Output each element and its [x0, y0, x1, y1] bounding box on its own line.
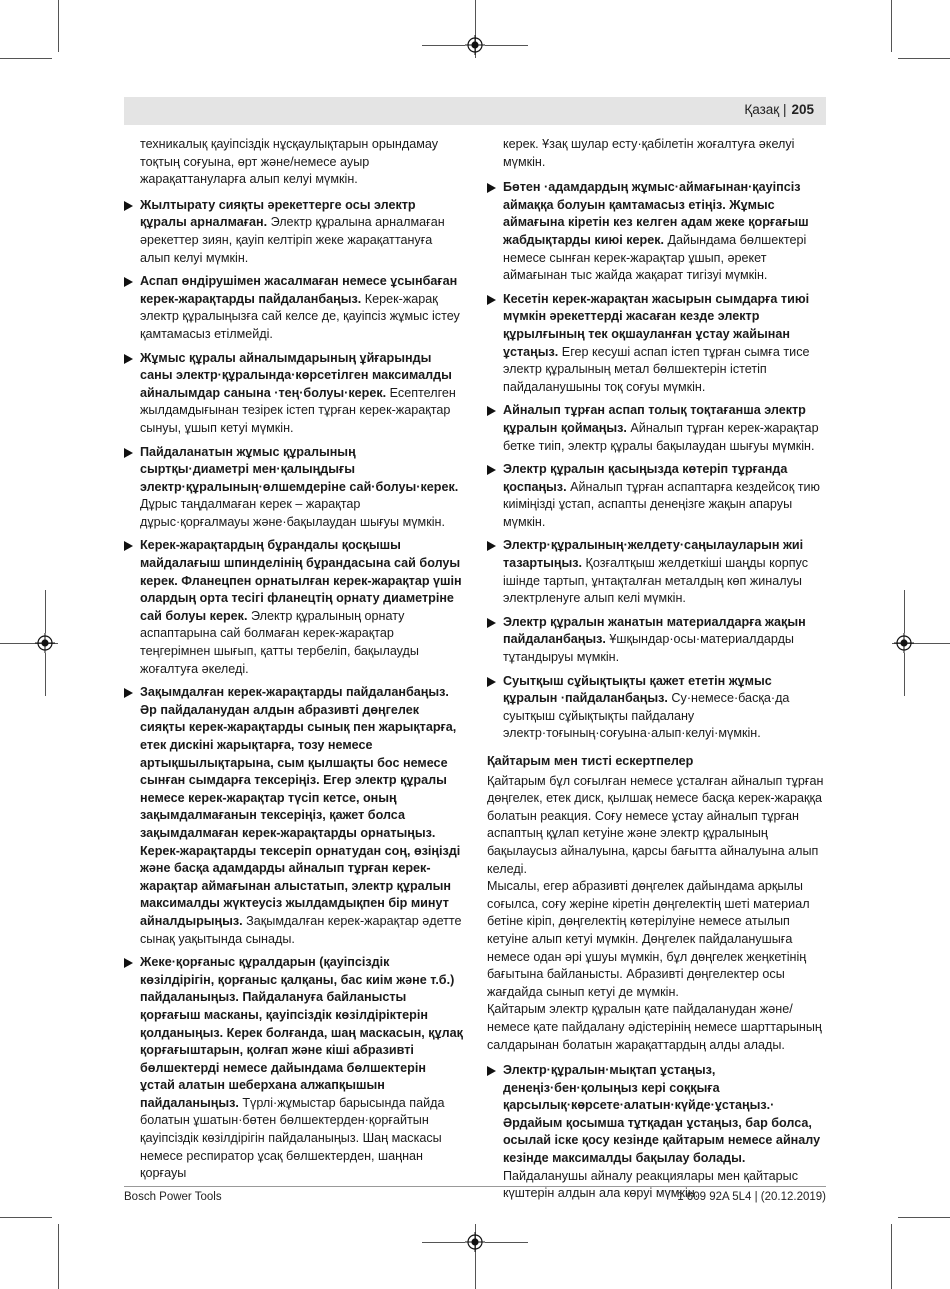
registration-mark-icon: [465, 1232, 485, 1252]
header-section: Қазақ: [744, 102, 780, 117]
safety-item: [124, 537, 464, 678]
safety-item-text: Керек-жарақ электр құралыңызға сай келсе де, қауіпсіз жұмыс істеу қамтамасыз етілмейді.: [140, 291, 460, 341]
safety-item-text: Дұрыс таңдалмаған керек – жарақтар дұрыс·қорғалмауы және·бақылаудан шығуы мүмкін.: [140, 497, 445, 529]
safety-item: [124, 197, 464, 267]
safety-item: [487, 673, 827, 743]
crop-mark-corner-br: [891, 1224, 892, 1289]
safety-item-bold: Суытқыш сұйықтықты қажет ететін жұмыс құралын ·пайдаланбаңыз.: [503, 673, 772, 706]
crop-mark-corner-tl: [58, 0, 59, 52]
safety-item-bold: Жылтырату сияқты әрекеттерге осы электр құралы арналмаған.: [140, 197, 416, 230]
bullet-arrow-icon: [124, 958, 133, 968]
crop-mark-right-lower: [904, 653, 905, 696]
crop-mark-corner-bl: [0, 1217, 52, 1218]
safety-item-text: Айналып тұрған аспаптарға кездейсоқ тию киіміңізді ұстап, аспапты денеңізге жақын апаруы мүмкін.: [503, 479, 820, 529]
body-paragraph: Мысалы, егер абразивті дөңгелек дайындама арқылы соғылса, соғу жеріне кіретін дөңгелектің шеті материал бетіне кіріп, дөңгелектің көтерілуіне немесе атылып кетуіне алып кетуі мүмкін. Дөңгелек пайдаланушыға немесе одан әрі ұшуы мүмкін, бұл дөңгелек жеңкетінің бағытына байланысты. Абразивті дөңгелектер осы жағдайда сынып кетуі де мүмкін.: [487, 879, 810, 999]
crop-mark-left-upper: [45, 590, 46, 633]
safety-item-bold: Жұмыс құралы айналымдарының ұйғарынды саны электр·құралында·көрсетілген максималды айналымдар санына ·тең·болуы·керек.: [140, 350, 452, 400]
crop-mark-top-left: [422, 45, 465, 46]
safety-item-bold: Кесетін керек-жарақтан жасырын сымдарға тиюі мүмкін әрекеттерді жасаған кезде электр құрылғының тек оқшауланған ұстау жайынан ұстаңыз.: [503, 291, 810, 359]
safety-item: [124, 444, 464, 532]
bullet-arrow-icon: [487, 406, 496, 416]
bullet-arrow-icon: [124, 354, 133, 364]
header-separator: |: [782, 102, 787, 117]
safety-item-text: Егер кесуші аспап істеп тұрған сымға тисе электр құралының метал бөлшектерін істетіп пайдаланушыны тоқ соғуы мүмкін.: [503, 344, 810, 394]
footer-rule: [124, 1186, 826, 1187]
bullet-arrow-icon: [487, 618, 496, 628]
safety-item: [124, 954, 464, 1183]
body-paragraph: Қайтарым электр құралын қате пайдаланудан және/немесе қате пайдалану әдістерінің немесе шарттарының салдарынан болатын жарақаттардың алды алады.: [487, 1002, 822, 1052]
safety-item: [487, 179, 827, 285]
safety-item: [487, 461, 827, 531]
safety-item-bold: Аспап өндірушімен жасалмаған немесе ұсынбаған керек-жарақтарды пайдаланбаңыз.: [140, 274, 458, 306]
crop-mark-corner-tl: [0, 58, 52, 59]
safety-item-text: Есептелген жылдамдығынан тезірек істеп тұрған керек-жарақтар сынуы, ұшып кетуі мүмкін.: [140, 385, 456, 435]
safety-item-text: Айналып тұрған керек-жарақтар бетке тиіп, электр құралы бақылаудан шығуы мүмкін.: [503, 420, 819, 453]
safety-item: [487, 1062, 827, 1203]
bullet-arrow-icon: [487, 465, 496, 475]
safety-item-bold: Электр құралын жанатын материалдарға жақын пайдаланбаңыз.: [503, 614, 806, 647]
crop-mark-left-lower: [45, 653, 46, 696]
safety-item: [487, 537, 827, 607]
crop-mark-right-upper: [904, 590, 905, 633]
safety-item: [487, 402, 827, 455]
bullet-arrow-icon: [487, 677, 496, 687]
crop-mark-corner-br: [898, 1217, 950, 1218]
right-intro-paragraph: керек. Ұзақ шулар есту·қабілетін жоғалтуға әкелуі мүмкін.: [503, 137, 795, 169]
safety-item-bold: Жеке·қорғаныс құралдарын (қауіпсіздік көзілдірігін, қорғаныс қалқаны, бас киім және т.б.) пайдаланыңыз. Пайдалануға байланысты қорғағыш масканы, қауіпсіздік көзілдіріктерін қолданыңыз. Керек болғанда, шаң маскасын, құлақ қорғағыштарын, қолғап және кіші абразивті бөлшектерді немесе дайындама бөлшектерін ұстай алатын шеберхана алжапқышын пайдаланыңыз.: [140, 955, 463, 1110]
page-header: [124, 97, 826, 125]
body-paragraph: Қайтарым бұл соғылған немесе ұсталған айналып тұрған дөңгелек, етек диск, қылшақ немесе басқа керек-жараққа болатын реакция. Соғу немесе ұстау айналып тұрған аспаптың құлап кетуіне және электр құралының бақылаусыз айналуына, қарсы бағытта айналуына алып келеді.: [487, 773, 824, 876]
safety-item-text: Түрлі·жұмыстар барысында пайда болатын ұшатын·бөтен бөлшектерден·қорғайтын қауіпсіздік көзілдірігін пайдаланыңыз. Шаң маскасы немесе респиратор ұсақ бөлшектерден, шаңнан қорғауы: [140, 1095, 445, 1181]
crop-mark-corner-tr: [898, 58, 950, 59]
bullet-arrow-icon: [487, 295, 496, 305]
registration-mark-icon: [465, 35, 485, 55]
crop-mark-bottom-right: [485, 1242, 528, 1243]
safety-item-bold: Керек-жарақтардың бұрандалы қосқышы майдалағыш шпинделінің бұрандасына сай болуы керек. Фланецпен орнатылған керек-жарақтар үшін олардың орта тесігі фланецтің орнату диаметріне сай болуы керек.: [140, 538, 462, 623]
left-intro-paragraph: техникалық қауіпсіздік нұсқаулықтарын орындамау тоқтың соғуына, өрт және/немесе ауыр жарақаттануларға алып келуі мүмкін.: [140, 137, 439, 187]
section-heading: Қайтарым мен тисті ескертпелер: [487, 754, 694, 768]
bullet-arrow-icon: [124, 448, 133, 458]
safety-item: [124, 350, 464, 438]
safety-item: [124, 684, 464, 948]
bullet-arrow-icon: [124, 688, 133, 698]
footer-brand: Bosch Power Tools: [124, 1191, 222, 1203]
bullet-arrow-icon: [487, 1066, 496, 1076]
safety-item-bold: Пайдаланатын жұмыс құралының сыртқы·диаметрі мен·қалыңдығы электр·құралының·өлшемдеріне сай·болуы·керек.: [140, 444, 459, 494]
safety-item-text: Ұшқындар·осы·материалдарды тұтандыруы мүмкін.: [503, 632, 794, 665]
left-column: [124, 136, 464, 1189]
safety-item: [124, 273, 464, 343]
bullet-arrow-icon: [124, 541, 133, 551]
safety-item-bold: Бөтен ·адамдардың жұмыс·аймағынан·қауіпсіз аймаққа болуын қамтамасыз етіңіз. Жұмыс аймағына кіретін кез келген адам жеке қорғағыш жабдықтарды киюі керек.: [503, 180, 809, 247]
crop-mark-bottom-left: [422, 1242, 465, 1243]
registration-mark-icon: [894, 633, 914, 653]
footer-doc-number: 1 609 92A 5L4 | (20.12.2019): [677, 1191, 826, 1203]
header-text: [744, 102, 814, 117]
safety-item-text: Пайдаланушы айналу реакциялары мен қайтарыс күштерін алдын ала көруі мүмкін.: [503, 1168, 798, 1201]
safety-item-text: Су·немесе·басқа·да суытқыш сұйықтықты пайдалану электр·тоғының·соғуына·алып·келуі·мүмкін.: [503, 691, 790, 741]
bullet-arrow-icon: [124, 201, 133, 211]
bullet-arrow-icon: [487, 183, 496, 193]
crop-mark-top-right: [485, 45, 528, 46]
safety-item-bold: Электр·құралын·мықтап ұстаңыз, денеңіз·бен·қолыңыз кері соққыға қарсылық·көрсете·алатын·күйде·ұстаңыз.· Әрдайым қосымша тұтқадан ұстаңыз, бар болса, осылай іске қосу кезінде қайтарым немесе айналу кезінде максималды бақылау болады.: [503, 1063, 821, 1166]
safety-item: [487, 614, 827, 667]
safety-item-bold: Айналып тұрған аспап толық тоқтағанша электр құралын қоймаңыз.: [503, 403, 806, 435]
safety-item: [487, 291, 827, 397]
safety-item-bold: Электр·құралының·желдету·саңылауларын жиі тазартыңыз.: [503, 538, 804, 571]
right-column: [487, 136, 827, 1209]
registration-mark-icon: [35, 633, 55, 653]
crop-mark-corner-tr: [891, 0, 892, 52]
page-number: 205: [791, 102, 814, 117]
safety-item-text: Дайындама бөлшектері немесе сынған керек-жарақтар ұшып, әрекет аймағынан тыс жайда жақарат тигізуі мүмкін.: [503, 232, 807, 283]
safety-item-bold: Электр құралын қасыңызда көтеріп тұрғанда қоспаңыз.: [503, 462, 788, 494]
safety-item-text: Электр құралының орнату аспаптарына сай болмаған керек-жарақтар теңгерімнен шығып, қатты тербеліп, бақылауды жоғалтуға әкеледі.: [140, 608, 419, 676]
safety-item-bold: Зақымдалған керек-жарақтарды пайдаланбаңыз. Әр пайдаланудан алдын абразивті дөңгелек сияқты керек-жарақтарды сынық пен жарықтарға, етек дискіні жарықтарға, тозу немесе артықшылықтарына, сым қылшақты бос немесе сынған сымдарға тексеріңіз. Егер электр құралы немесе керек-жарақтар түсіп кетсе, оның зақымдалмағанын тексеріңіз, қажет болса зақымдалмаған керек-жарақтарды орнатыңыз. Керек-жарақтарды тексеріп орнатудан соң, өзіңізді және басқа адамдарды айналып тұрған керек-жарақтар аймағынан алыстатып, электр құралын максималды жүктеусіз жылдамдықпен бір минут айналдырыңыз.: [140, 685, 461, 928]
safety-item-text: Зақымдалған керек-жарақтар әдетте сынақ уақытында сынады.: [140, 913, 462, 946]
bullet-arrow-icon: [487, 541, 496, 551]
safety-item-text: Қозғалтқыш желдеткіші шаңды корпус ішінде тартып, ұнтақталған металдың көп жиналуы электрленуге алып келі мүмкін.: [503, 556, 809, 606]
crop-mark-corner-bl: [58, 1224, 59, 1289]
bullet-arrow-icon: [124, 277, 133, 287]
safety-item-text: Электр құралына арналмаған әрекеттер зиян, қауіп келтіріп жеке жарақаттануға алып келуі мүмкін.: [140, 215, 445, 265]
